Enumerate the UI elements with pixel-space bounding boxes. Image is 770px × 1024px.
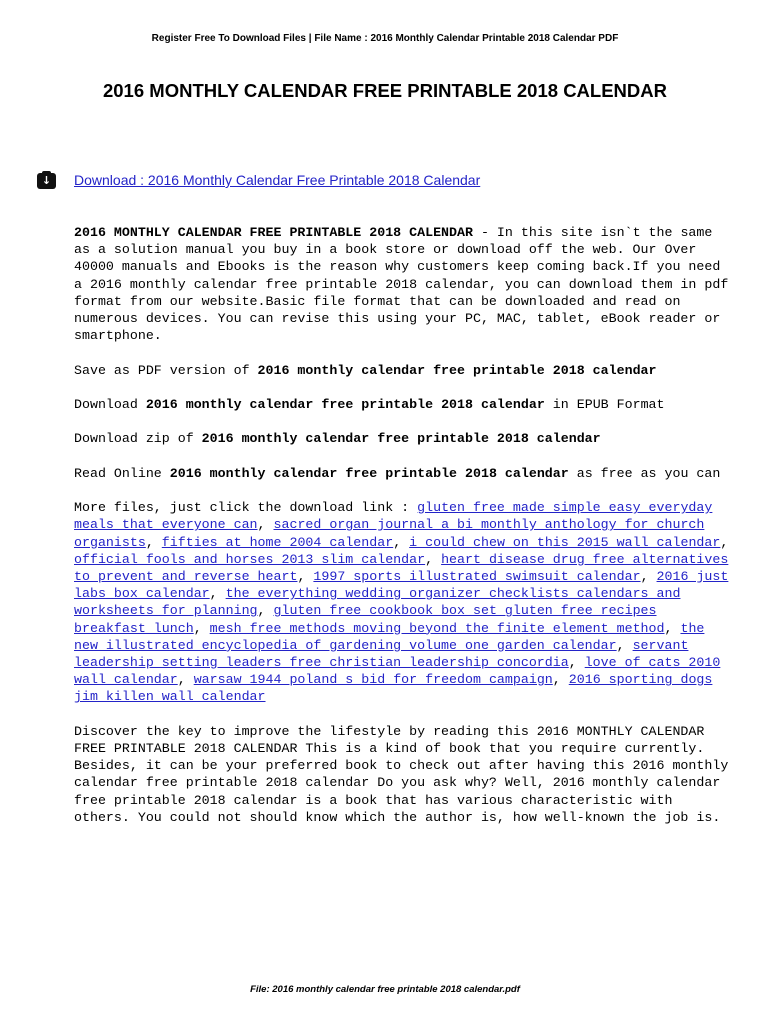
- more-files-link[interactable]: warsaw 1944 poland s bid for freedom campaign: [193, 672, 553, 688]
- zip-bold: 2016 monthly calendar free printable 2018 calendar: [201, 431, 601, 447]
- page-title: 2016 MONTHLY CALENDAR FREE PRINTABLE 2018 CALENDAR: [102, 80, 667, 101]
- page-footer: File: 2016 monthly calendar free printable 2018 calendar.pdf: [250, 984, 520, 995]
- more-files-link[interactable]: gluten free made simple easy everyday meals that everyone can: [74, 500, 713, 533]
- read-online-suffix: as free as you can: [568, 465, 721, 481]
- save-pdf-prefix: Save as PDF version of: [74, 362, 258, 378]
- more-files-link[interactable]: 2016 sporting dogs jim killen wall calendar: [74, 672, 713, 705]
- more-files-link[interactable]: gluten free cookbook box set gluten free recipes breakfast lunch: [74, 603, 657, 636]
- epub-bold: 2016 monthly calendar free printable 2018 calendar: [145, 397, 545, 412]
- more-files-link[interactable]: the new illustrated encyclopedia of gardening volume one garden calendar: [74, 620, 705, 653]
- save-pdf-bold: 2016 monthly calendar free printable 2018 calendar: [257, 362, 657, 378]
- more-files-links: gluten free made simple easy everyday meals that everyone can, sacred organ journal a bi monthly anthology for church organists, fifties at home 2004 calendar, i could chew on this 2015 wall calendar, official fools and horses 2013 slim calendar, heart disease drug free alternatives to prevent and reverse heart, 1997 sports illustrated swimsuit calendar, 2016 just labs box calendar, the everything wedding organizer checklists calendars and worksheets for planning, gluten free cookbook box set gluten free recipes breakfast lunch, mesh free methods moving beyond the finite element method, the new illustrated encyclopedia of gardening volume one garden calendar, servant leadership setting leaders free christian leadership concordia, love of cats 2010 wall calendar, warsaw 1944 poland s bid for freedom campaign, 2016 sporting dogs jim killen wall calendar: [74, 500, 729, 705]
- document-body: [74, 224, 734, 843]
- intro-paragraph: [74, 224, 734, 344]
- more-files-prefix: More files, just click the download link :: [74, 500, 418, 516]
- more-files-link[interactable]: 1997 sports illustrated swimsuit calendar: [313, 568, 641, 584]
- epub-line: [74, 396, 734, 413]
- download-icon[interactable]: [37, 173, 56, 189]
- more-files-link[interactable]: sacred organ journal a bi monthly anthology for church organists: [74, 517, 705, 550]
- more-files-link[interactable]: 2016 just labs box calendar: [74, 568, 729, 602]
- epub-prefix: Download: [74, 397, 146, 412]
- more-files-link[interactable]: the everything wedding organizer checklists calendars and worksheets for planning: [74, 586, 681, 619]
- save-pdf-line: [74, 362, 734, 379]
- more-files-paragraph: [74, 499, 734, 705]
- more-files-link[interactable]: servant leadership setting leaders free christian leadership concordia: [74, 637, 689, 670]
- zip-prefix: Download zip of: [74, 431, 202, 447]
- more-files-link[interactable]: mesh free methods moving beyond the finite element method: [209, 620, 665, 636]
- more-files-link[interactable]: fifties at home 2004 calendar: [161, 534, 394, 550]
- discover-paragraph: Discover the key to improve the lifestyle by reading this 2016 MONTHLY CALENDAR FREE PRINTABLE 2018 CALENDAR This is a kind of book that you require currently. Besides, it can be your preferred book to check out after having this 2016 monthly calendar free printable 2018 calendar Do you ask why? Well, 2016 monthly calendar free printable 2018 calendar is a book that has various characteristic with others. You could not should know which the author is, how well-known the job is.: [74, 723, 729, 825]
- read-online-prefix: Read Online: [74, 465, 170, 481]
- epub-suffix: in EPUB Format: [544, 397, 665, 412]
- intro-text: - In this site isn`t the same as a solution manual you buy in a book store or download off the web. Our Over 40000 manuals and Ebooks is the reason why customers keep coming back.If you need a 2016 monthly calendar free printable 2018 calendar, you can download them in pdf format from our website.Basic file format that can be downloaded and read on numerous devices. You can revise this using your PC, MAC, tablet, eBook reader or smartphone.: [74, 225, 729, 344]
- intro-bold-title: 2016 MONTHLY CALENDAR FREE PRINTABLE 2018 CALENDAR: [74, 225, 473, 240]
- read-online-bold: 2016 monthly calendar free printable 2018 calendar: [169, 465, 569, 481]
- more-files-link[interactable]: official fools and horses 2013 slim calendar: [74, 551, 426, 567]
- more-files-link[interactable]: i could chew on this 2015 wall calendar: [409, 534, 721, 550]
- download-link[interactable]: Download : 2016 Monthly Calendar Free Printable 2018 Calendar: [74, 172, 481, 188]
- page-header: Register Free To Download Files | File Name : 2016 Monthly Calendar Printable 2018 Calendar PDF: [151, 33, 619, 44]
- zip-line: [74, 430, 734, 447]
- download-row: [37, 172, 737, 192]
- more-files-link[interactable]: heart disease drug free alternatives to prevent and reverse heart: [74, 551, 729, 584]
- read-online-line: [74, 465, 734, 482]
- more-files-link[interactable]: love of cats 2010 wall calendar: [74, 655, 721, 688]
